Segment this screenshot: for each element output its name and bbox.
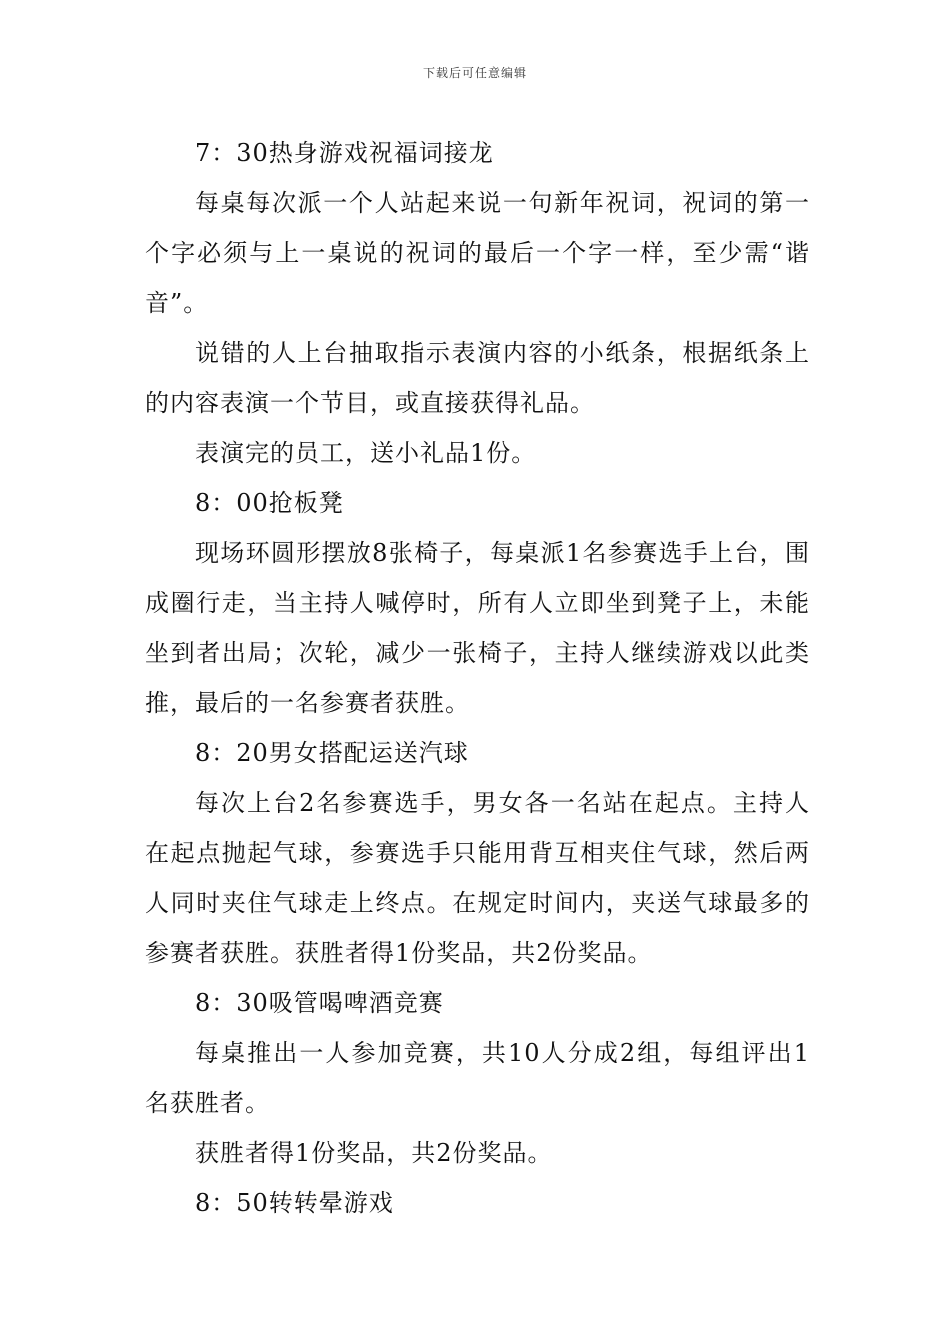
paragraph: 每桌推出一人参加竞赛，共10人分成2组，每组评出1名获胜者。 (145, 1039, 810, 1117)
section-heading-musical-chairs: 8：00抢板凳 (195, 489, 344, 517)
paragraph: 获胜者得1份奖品，共2份奖品。 (195, 1139, 553, 1167)
paragraph: 现场环圆形摆放8张椅子，每桌派1名参赛选手上台，围成圈行走，当主持人喊停时，所有人立即坐到凳子上，未能坐到者出局；次轮，减少一张椅子，主持人继续游戏以此类推，最后的一名参赛者获胜。 (145, 539, 810, 717)
paragraph: 每次上台2名参赛选手，男女各一名站在起点。主持人在起点抛起气球，参赛选手只能用背互相夹住气球，然后两人同时夹住气球走上终点。在规定时间内，夹送气球最多的参赛者获胜。获胜者得1份奖品，共2份奖品。 (145, 789, 810, 967)
section-heading-dizzy-game: 8：50转转晕游戏 (195, 1189, 394, 1217)
paragraph: 说错的人上台抽取指示表演内容的小纸条，根据纸条上的内容表演一个节目，或直接获得礼品。 (145, 339, 810, 417)
paragraph: 表演完的员工，送小礼品1份。 (195, 439, 537, 467)
page-header: 下载后可任意编辑 (422, 66, 527, 80)
section-heading-blessing-relay: 7：30热身游戏祝福词接龙 (195, 139, 494, 167)
section-heading-beer-straw-contest: 8：30吸管喝啤酒竞赛 (195, 989, 444, 1017)
paragraph: 每桌每次派一个人站起来说一句新年祝词，祝词的第一个字必须与上一桌说的祝词的最后一个字一样，至少需“谐音”。 (145, 189, 810, 317)
section-heading-balloon-relay: 8：20男女搭配运送汽球 (195, 739, 469, 767)
document-body (145, 128, 810, 1228)
